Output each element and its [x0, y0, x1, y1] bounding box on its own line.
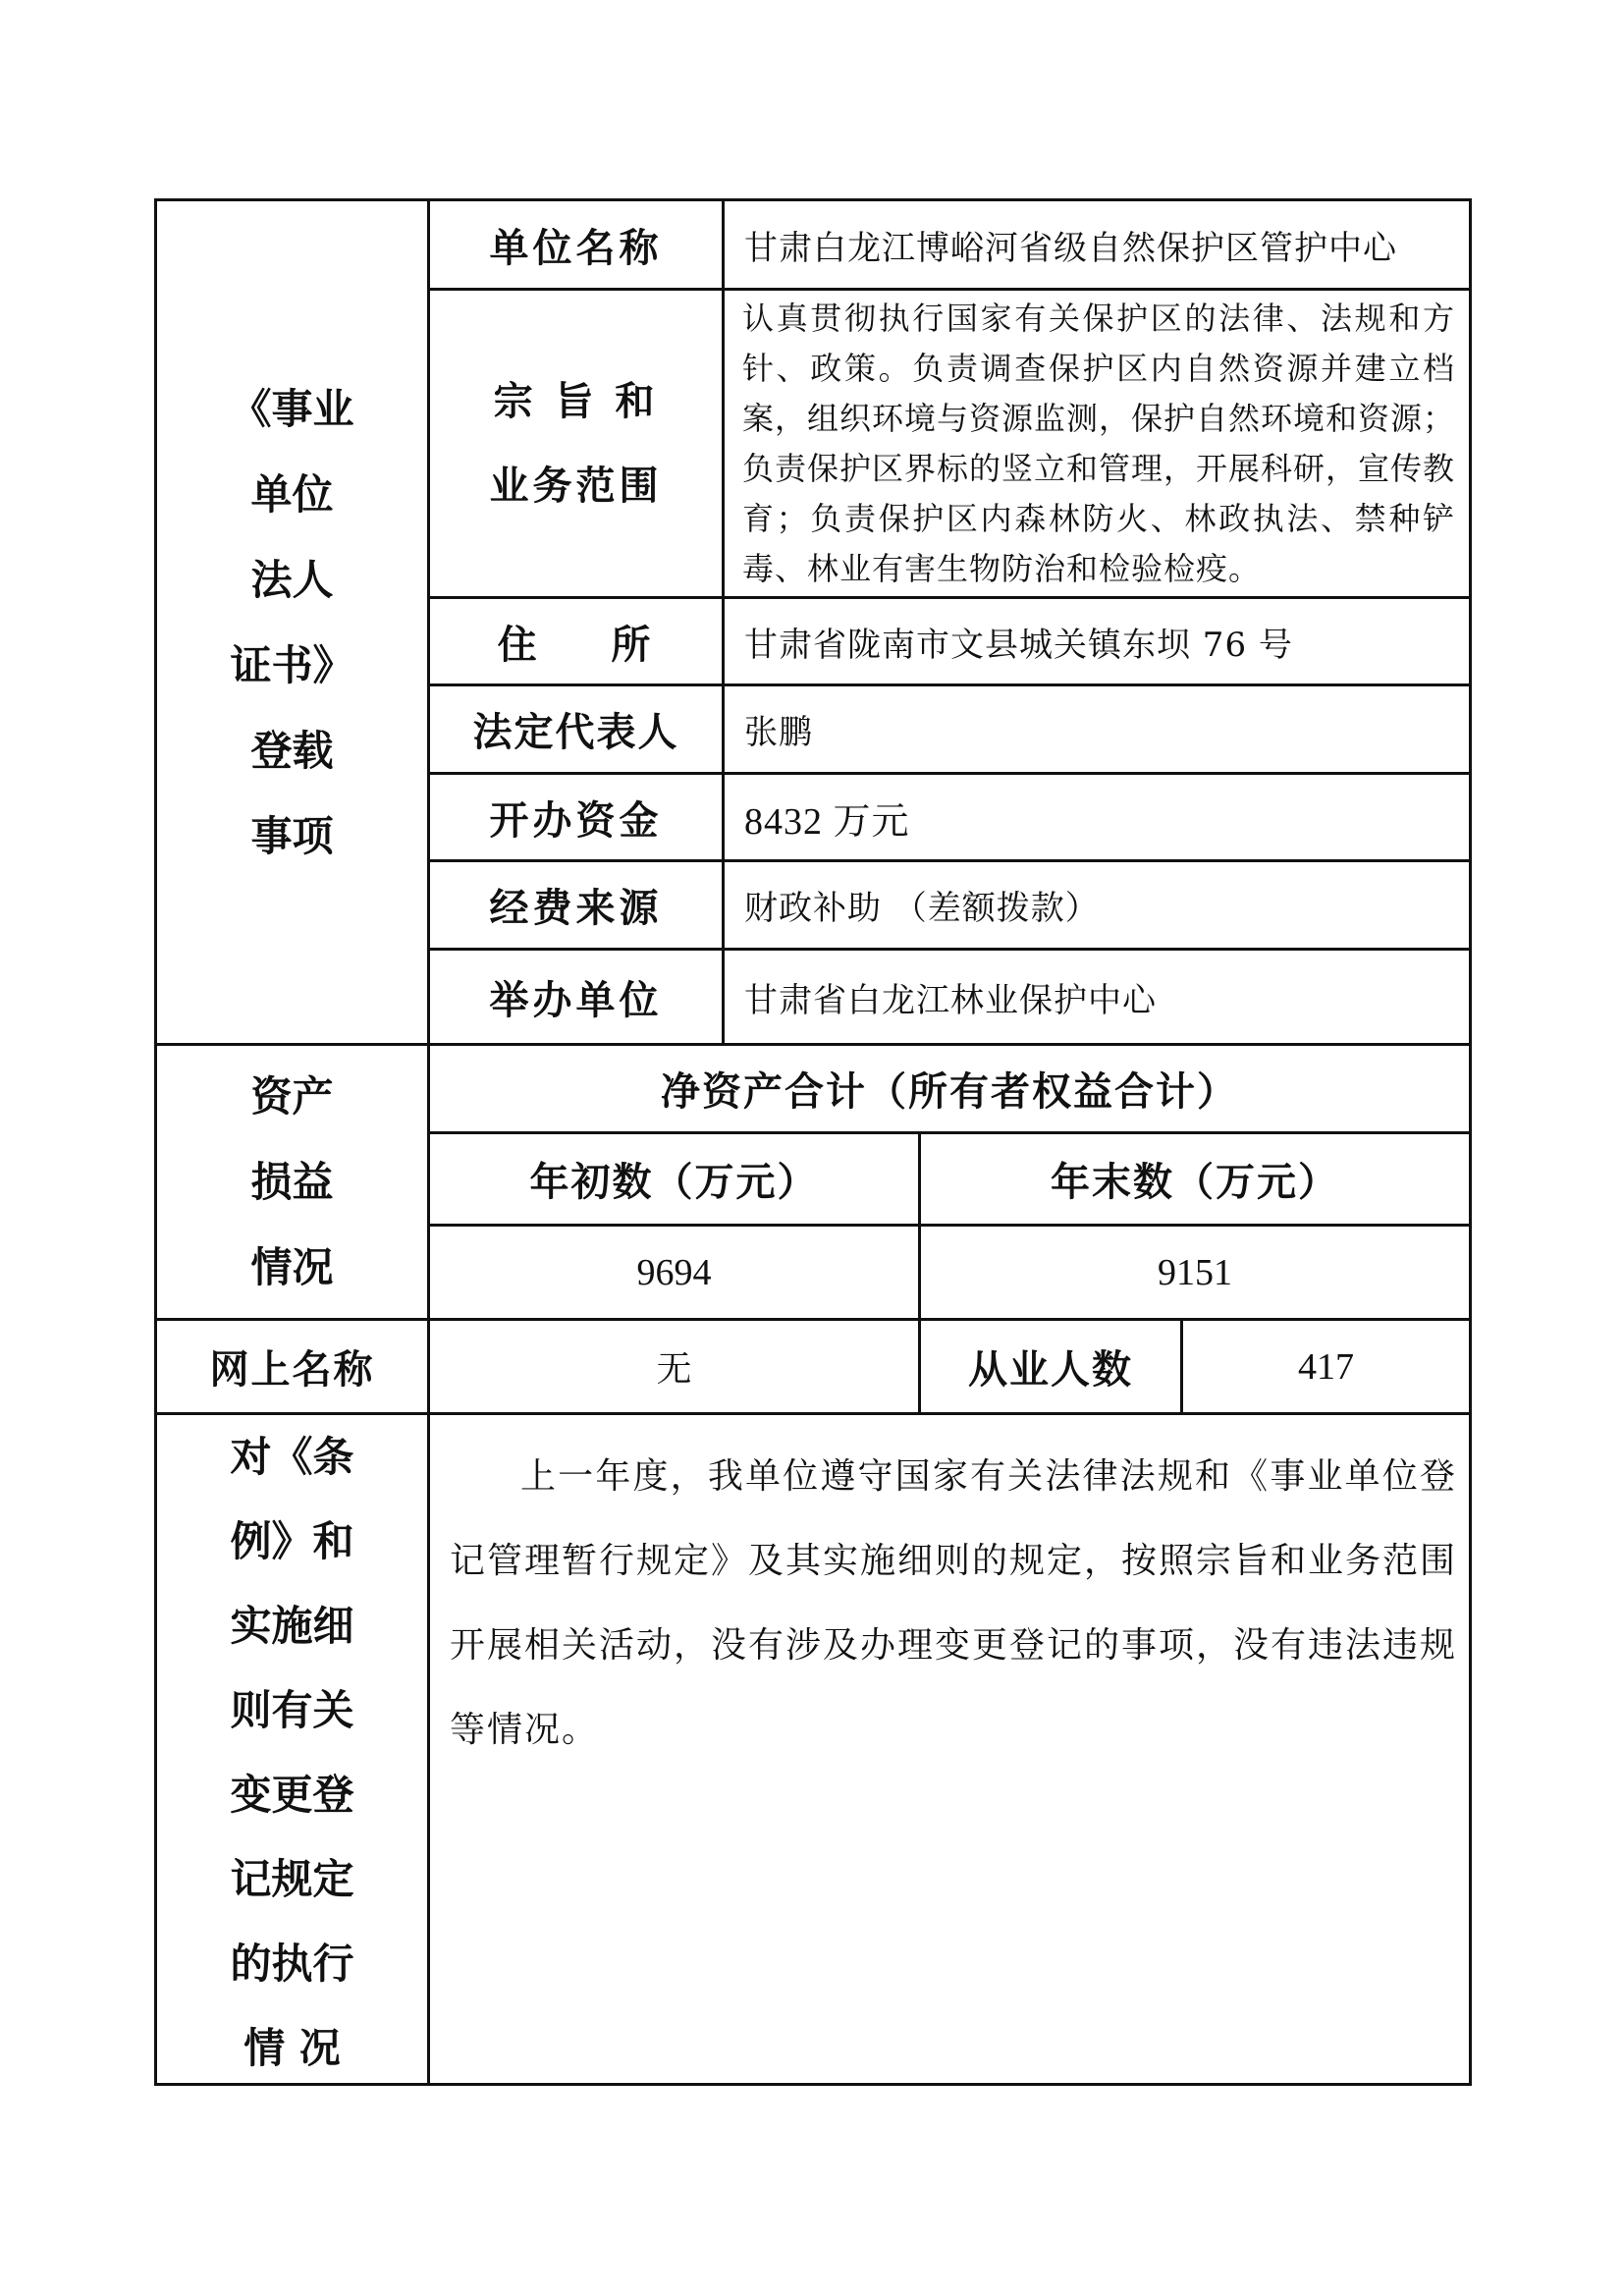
section-label-line: 单位 — [250, 469, 334, 519]
end-year-value: 9151 — [1158, 1251, 1232, 1293]
compliance-text — [430, 1415, 1469, 2086]
section-label-line: 损益 — [250, 1158, 334, 1206]
section-label-line: 资产 — [250, 1072, 334, 1121]
section-label-line: 《事业 — [230, 384, 354, 433]
begin-year-value: 9694 — [636, 1251, 712, 1293]
legal-rep-value: 张鹏 — [744, 713, 813, 752]
section-label-line: 的执行 — [230, 1940, 354, 1988]
address-label — [430, 599, 722, 683]
section-label-line: 记规定 — [230, 1855, 354, 1903]
section-label-line: 对《条 — [230, 1433, 354, 1481]
annual-report-table — [154, 198, 1472, 2086]
assets-section-label — [157, 1046, 427, 1318]
address-value: 甘肃省陇南市文县城关镇东坝 76 号 — [744, 625, 1293, 665]
purpose-value: 认真贯彻执行国家有关保护区的法律、法规和方针、政策。负责调查保护区内自然资源并建立档案，组织环境与资源监测，保护自然环境和资源；负责保护区界标的竖立和管理，开展科研，宣传教育；负责保护区内森林防火、林政执法、禁种铲毒、林业有害生物防治和检验检疫。 — [742, 299, 1456, 587]
source-label: 经费来源 — [489, 885, 663, 931]
sponsor-label: 举办单位 — [489, 976, 663, 1023]
staff-count-label: 从业人数 — [968, 1346, 1133, 1393]
section-label-line: 事项 — [250, 811, 334, 860]
purpose-label-line: 业务范围 — [489, 462, 663, 509]
sponsor-value: 甘肃省白龙江林业保护中心 — [744, 980, 1157, 1020]
section-label-line: 例》和 — [230, 1517, 354, 1565]
address-label-text: 住 所 — [497, 621, 655, 668]
end-year-label: 年末数（万元） — [1051, 1159, 1339, 1205]
section-label-line: 登载 — [250, 726, 334, 775]
staff-count-value: 417 — [1298, 1345, 1354, 1388]
section-label-line: 证书》 — [230, 640, 354, 689]
registration-section-label — [157, 201, 427, 1043]
section-label-line: 实施细 — [230, 1602, 354, 1650]
section-label-line: 情 况 — [243, 2024, 341, 2072]
section-label-line: 则有关 — [230, 1686, 354, 1734]
begin-year-label: 年初数（万元） — [529, 1159, 819, 1205]
purpose-label — [430, 291, 722, 596]
net-assets-header: 净资产合计（所有者权益合计） — [661, 1068, 1238, 1115]
online-name-label: 网上名称 — [209, 1346, 375, 1393]
unit-name-label: 单位名称 — [489, 224, 663, 271]
compliance-section-label — [157, 1415, 427, 2086]
funds-label: 开办资金 — [489, 796, 663, 844]
purpose-label-line: 宗 旨 和 — [493, 377, 659, 424]
compliance-paragraph: 上一年度，我单位遵守国家有关法律法规和《事业单位登记管理暂行规定》及其实施细则的规定，按照宗旨和业务范围开展相关活动，没有涉及办理变更登记的事项，没有违法违规等情况。 — [450, 1456, 1458, 1750]
online-name-value: 无 — [656, 1349, 692, 1390]
legal-rep-label: 法定代表人 — [472, 709, 679, 755]
unit-name-value: 甘肃白龙江博峪河省级自然保护区管护中心 — [744, 228, 1397, 268]
source-value: 财政补助 （差额拨款） — [744, 889, 1100, 928]
section-label-line: 情况 — [250, 1243, 334, 1291]
funds-value: 8432 万元 — [744, 800, 910, 843]
section-label-line: 法人 — [250, 555, 334, 604]
section-label-line: 变更登 — [230, 1771, 354, 1819]
